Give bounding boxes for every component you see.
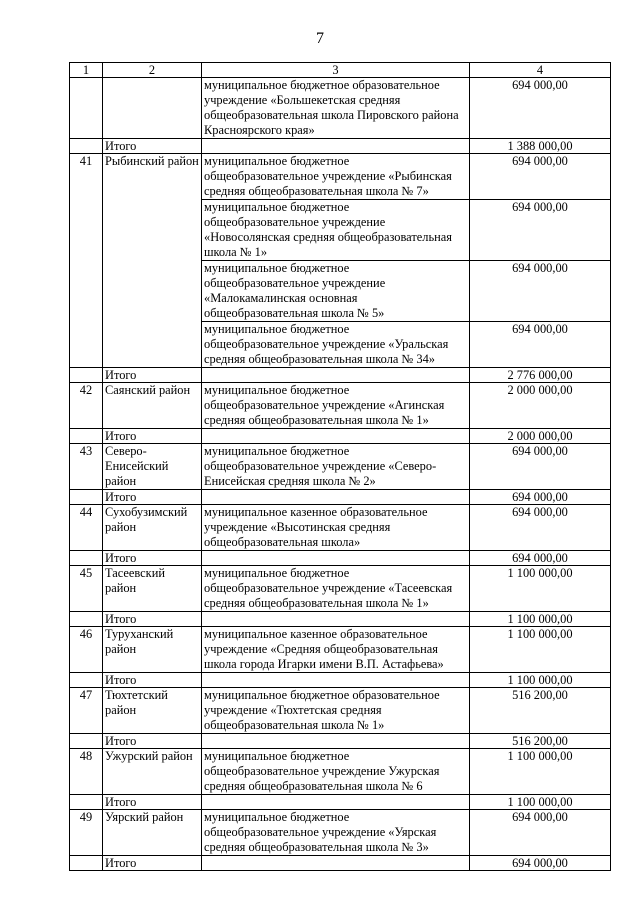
table-row [70,78,611,139]
institution-empty [202,368,470,383]
district-name: Уярский район [103,810,202,856]
total-row [70,673,611,688]
institution-name: муниципальное бюджетное общеобразовательное учреждение «Уральская средняя общеобразовательная школа № 34» [202,322,470,368]
total-label: Итого [103,368,202,383]
amount: 694 000,00 [470,200,611,261]
column-number-row [70,63,611,78]
total-row [70,795,611,810]
institution-empty [202,551,470,566]
institution-name: муниципальное бюджетное общеобразовательное учреждение «Новосолянская средняя общеобразовательная школа № 1» [202,200,470,261]
district-name [103,78,202,139]
total-row [70,856,611,871]
total-amount: 1 100 000,00 [470,612,611,627]
row-number-empty [70,490,103,505]
table-row [70,505,611,551]
total-row [70,429,611,444]
amount: 1 100 000,00 [470,749,611,795]
institution-empty [202,673,470,688]
total-label: Итого [103,429,202,444]
row-number-empty [70,795,103,810]
total-label: Итого [103,734,202,749]
column-number: 2 [103,63,202,78]
district-name: Туруханский район [103,627,202,673]
table-row [70,566,611,612]
amount: 694 000,00 [470,505,611,551]
row-number: 48 [70,749,103,795]
row-number: 49 [70,810,103,856]
total-amount: 1 100 000,00 [470,673,611,688]
row-number-empty [70,734,103,749]
row-number-empty [70,368,103,383]
institution-name: муниципальное бюджетное образовательное учреждение «Тюхтетская средняя общеобразовательная школа № 1» [202,688,470,734]
row-number-empty [70,673,103,688]
amount: 2 000 000,00 [470,383,611,429]
district-name: Саянский район [103,383,202,429]
amount: 516 200,00 [470,688,611,734]
amount: 694 000,00 [470,322,611,368]
allocation-table [69,62,611,871]
total-amount: 694 000,00 [470,490,611,505]
total-amount: 1 388 000,00 [470,139,611,154]
total-row [70,551,611,566]
district-name: Ужурский район [103,749,202,795]
table-row [70,688,611,734]
row-number-empty [70,856,103,871]
total-label: Итого [103,490,202,505]
district-name: Тюхтетский район [103,688,202,734]
total-row [70,490,611,505]
column-number: 3 [202,63,470,78]
institution-name: муниципальное казенное образовательное учреждение «Средняя общеобразовательная школа города Игарки имени В.П. Астафьева» [202,627,470,673]
institution-name: муниципальное бюджетное образовательное учреждение «Большекетская средняя общеобразовательная школа Пировского района Красноярского края» [202,78,470,139]
row-number: 46 [70,627,103,673]
institution-empty [202,490,470,505]
total-amount: 2 776 000,00 [470,368,611,383]
institution-empty [202,795,470,810]
institution-name: муниципальное бюджетное общеобразовательное учреждение «Рыбинская средняя общеобразовательная школа № 7» [202,154,470,200]
institution-name: муниципальное бюджетное общеобразовательное учреждение «Северо-Енисейская средняя школа № 2» [202,444,470,490]
amount: 1 100 000,00 [470,566,611,612]
total-amount: 516 200,00 [470,734,611,749]
district-name: Сухобузимский район [103,505,202,551]
institution-name: муниципальное бюджетное общеобразовательное учреждение Ужурская средняя общеобразовательная школа № 6 [202,749,470,795]
total-row [70,734,611,749]
total-label: Итого [103,139,202,154]
row-number: 41 [70,154,103,368]
total-amount: 694 000,00 [470,551,611,566]
district-name: Северо-Енисейский район [103,444,202,490]
row-number-empty [70,551,103,566]
row-number: 44 [70,505,103,551]
total-amount: 694 000,00 [470,856,611,871]
table-row [70,383,611,429]
page-number: 7 [316,30,324,47]
institution-empty [202,734,470,749]
row-number-empty [70,612,103,627]
total-amount: 2 000 000,00 [470,429,611,444]
amount: 694 000,00 [470,810,611,856]
total-label: Итого [103,673,202,688]
total-label: Итого [103,612,202,627]
row-number-empty [70,139,103,154]
amount: 694 000,00 [470,261,611,322]
row-number [70,78,103,139]
institution-empty [202,856,470,871]
institution-name: муниципальное бюджетное общеобразовательное учреждение «Уярская средняя общеобразовательная школа № 3» [202,810,470,856]
row-number: 47 [70,688,103,734]
institution-empty [202,139,470,154]
row-number: 45 [70,566,103,612]
amount: 694 000,00 [470,78,611,139]
table-row [70,444,611,490]
total-label: Итого [103,551,202,566]
district-name: Тасеевский район [103,566,202,612]
column-number: 4 [470,63,611,78]
column-number: 1 [70,63,103,78]
institution-name: муниципальное бюджетное общеобразовательное учреждение «Тасеевская средняя общеобразовательная школа № 1» [202,566,470,612]
row-number: 43 [70,444,103,490]
amount: 694 000,00 [470,154,611,200]
table-row [70,810,611,856]
institution-name: муниципальное бюджетное общеобразовательное учреждение «Малокамалинская основная общеобразовательная школа № 5» [202,261,470,322]
total-row [70,139,611,154]
table-row [70,627,611,673]
total-row [70,612,611,627]
institution-empty [202,429,470,444]
institution-name: муниципальное бюджетное общеобразовательное учреждение «Агинская средняя общеобразовательная школа № 1» [202,383,470,429]
table-row [70,154,611,200]
total-label: Итого [103,795,202,810]
table-row [70,749,611,795]
amount: 694 000,00 [470,444,611,490]
amount: 1 100 000,00 [470,627,611,673]
total-amount: 1 100 000,00 [470,795,611,810]
district-name: Рыбинский район [103,154,202,368]
institution-empty [202,612,470,627]
total-row [70,368,611,383]
institution-name: муниципальное казенное образовательное учреждение «Высотинская средняя общеобразовательная школа» [202,505,470,551]
row-number-empty [70,429,103,444]
total-label: Итого [103,856,202,871]
row-number: 42 [70,383,103,429]
